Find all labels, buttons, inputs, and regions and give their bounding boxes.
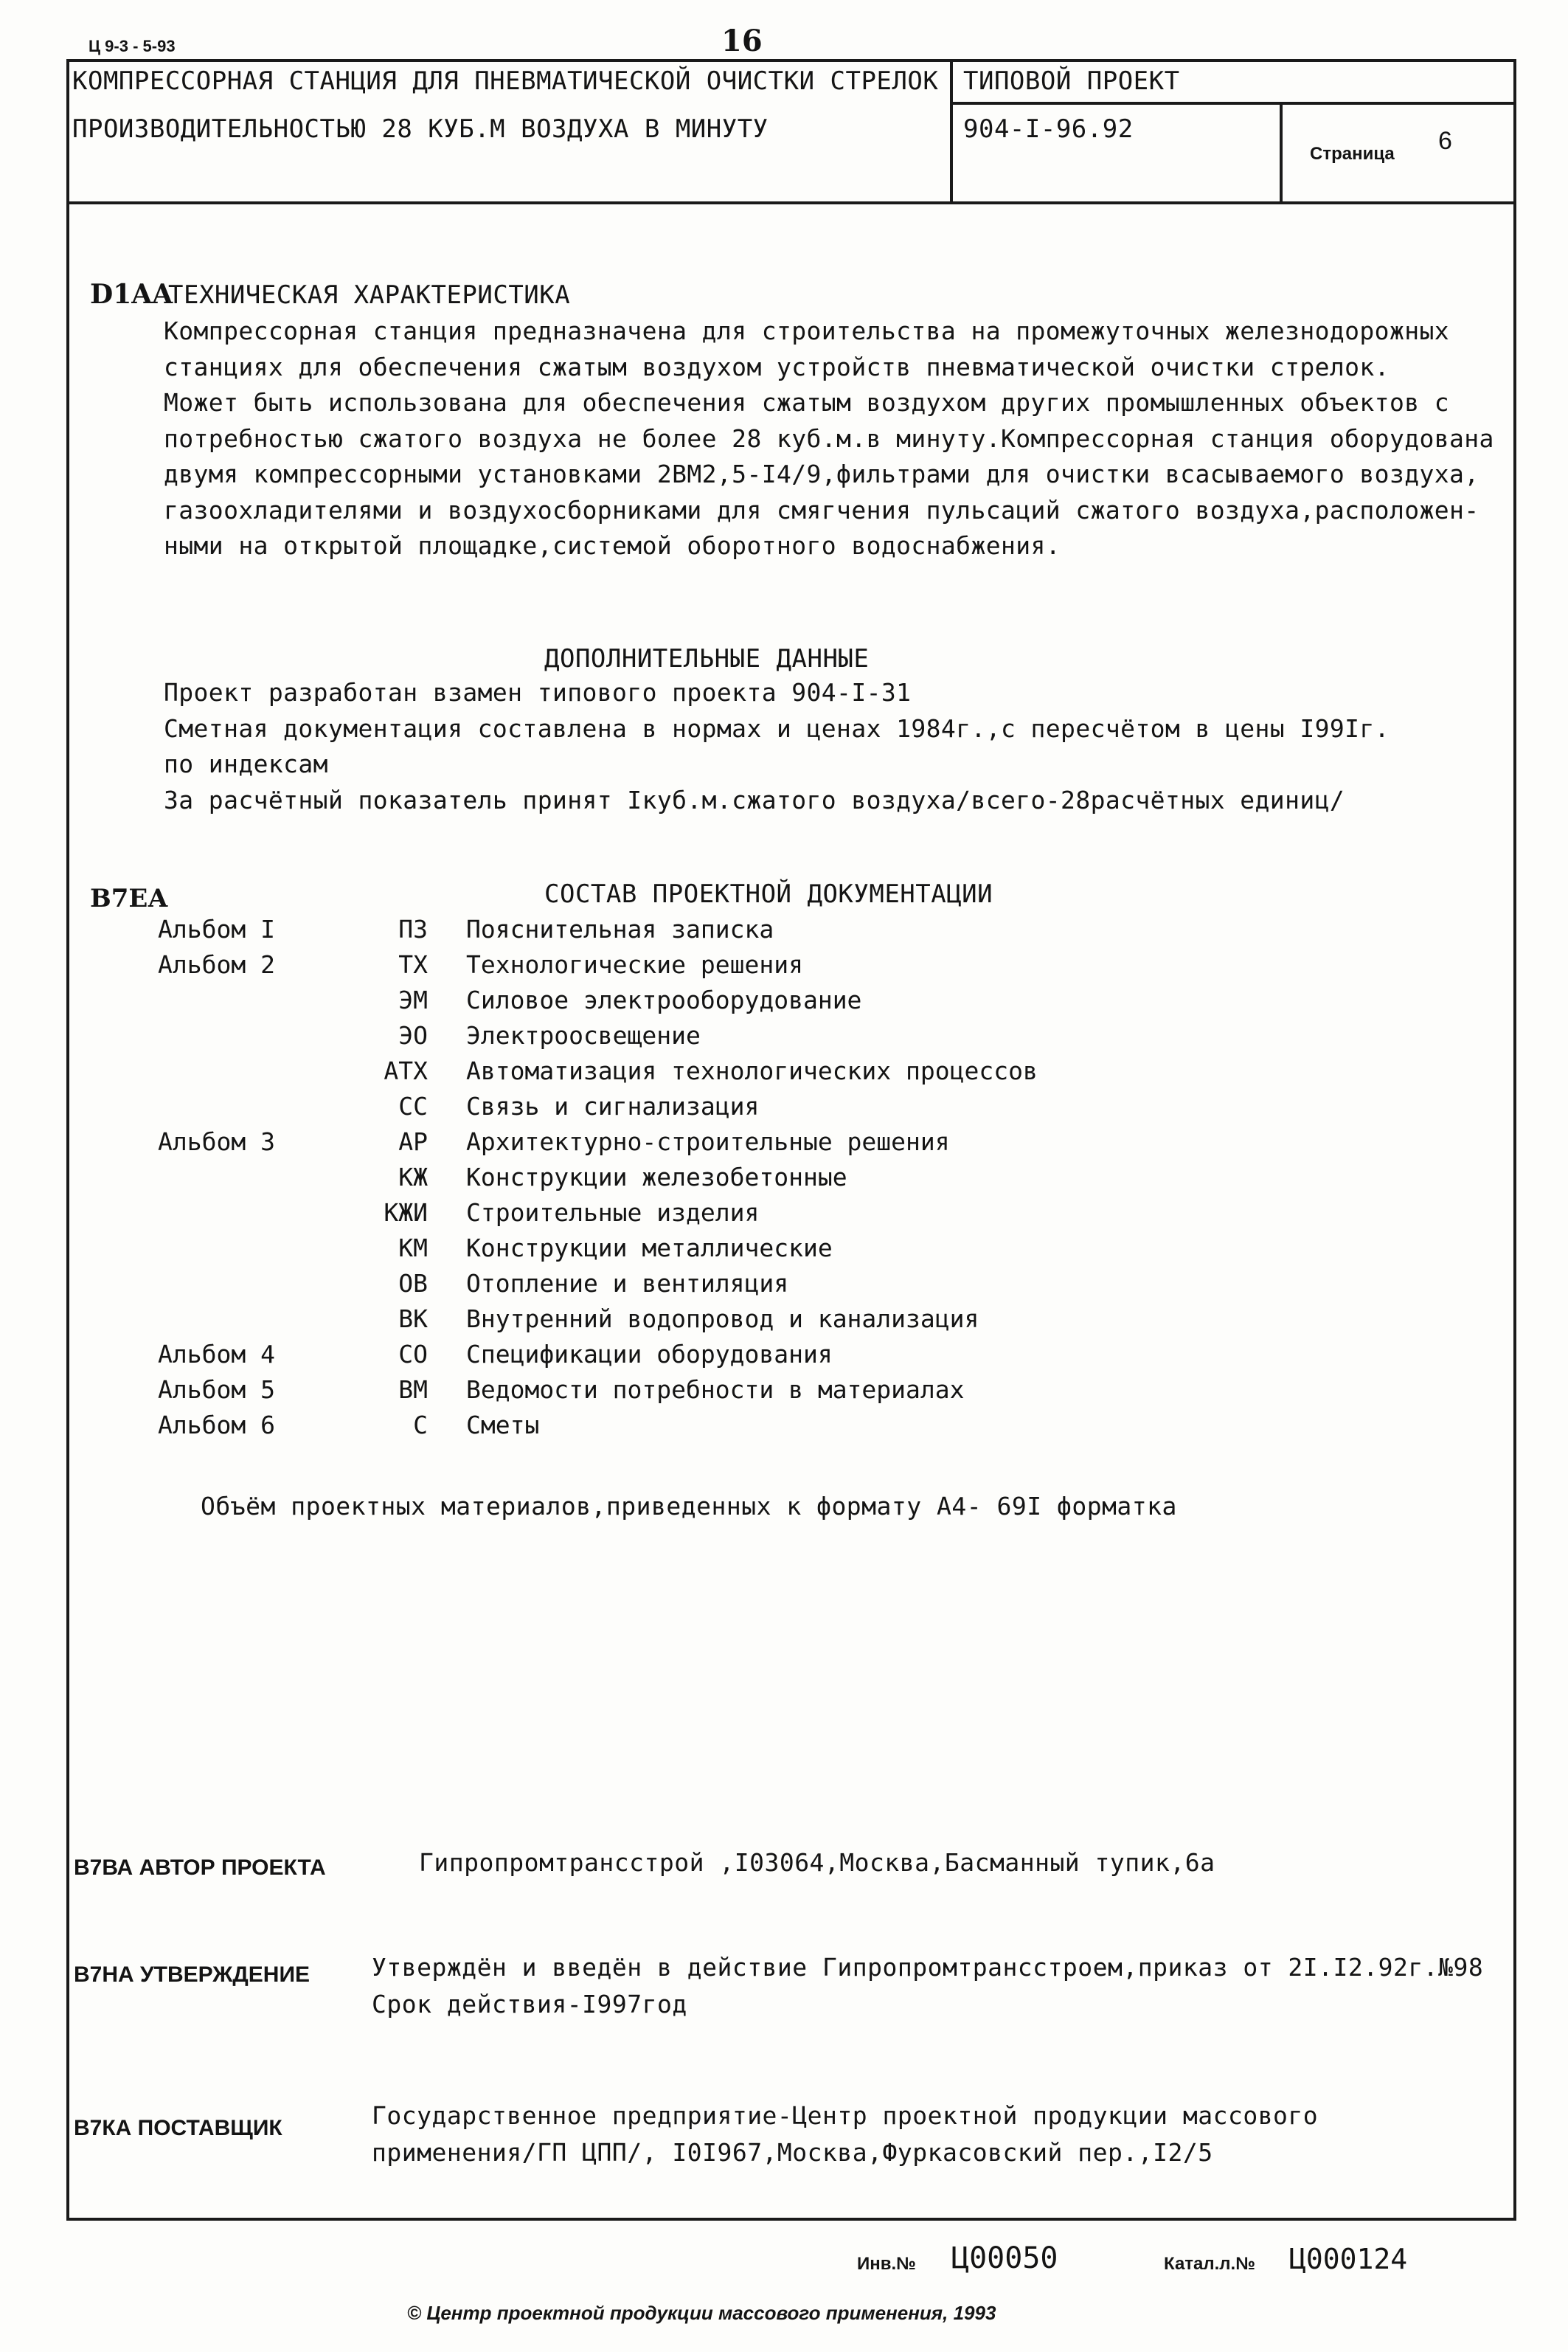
tech-code: D1AA xyxy=(90,279,173,310)
doc-name: Технологические решения xyxy=(466,950,803,979)
doc-code: ЭО xyxy=(398,1021,428,1050)
composition-list xyxy=(0,915,1568,1461)
project-number: 904-I-96.92 xyxy=(963,114,1134,144)
inventory-number: Ц00050 xyxy=(951,2241,1058,2275)
title-line-1: КОМПРЕССОРНАЯ СТАНЦИЯ ДЛЯ ПНЕВМАТИЧЕСКОЙ ОЧИСТКИ СТРЕЛОК xyxy=(72,66,939,96)
sheet-label: Страница xyxy=(1310,144,1395,164)
tech-line: станциях для обеспечения сжатым воздухом устройств пневматической очистки стрелок. xyxy=(164,352,1390,381)
sheet-divider xyxy=(1280,103,1283,204)
doc-code: КЖИ xyxy=(384,1198,428,1227)
document-code: Ц 9-3 - 5-93 xyxy=(89,37,176,55)
tech-line: Компрессорная станция предназначена для строительства на промежуточных железнодорожных xyxy=(164,317,1450,345)
composition-heading: СОСТАВ ПРОЕКТНОЙ ДОКУМЕНТАЦИИ xyxy=(544,879,993,909)
sheet-number: 6 xyxy=(1438,127,1452,155)
album: Альбом I xyxy=(158,915,275,944)
doc-name: Пояснительная записка xyxy=(466,915,774,944)
project-divider xyxy=(950,102,1516,105)
author-label: В7ВА АВТОР ПРОЕКТА xyxy=(74,1855,326,1880)
additional-paragraph xyxy=(164,675,1491,818)
album: Альбом 5 xyxy=(158,1375,275,1404)
doc-name: Внутренний водопровод и канализация xyxy=(466,1304,979,1333)
album: Альбом 4 xyxy=(158,1340,275,1369)
doc-name: Автоматизация технологических процессов xyxy=(466,1056,1038,1085)
doc-code: С xyxy=(413,1411,428,1439)
doc-code: КМ xyxy=(398,1234,428,1262)
doc-name: Электроосвещение xyxy=(466,1021,701,1050)
approval-line-2: Срок действия-I997год xyxy=(372,1990,687,2019)
supplier-label: В7КА ПОСТАВЩИК xyxy=(74,2116,282,2140)
doc-name: Ведомости потребности в материалах xyxy=(466,1375,965,1404)
tech-line: Может быть использована для обеспечения сжатым воздухом других промышленных объектов с xyxy=(164,388,1450,417)
tech-line: двумя компрессорными установками 2ВМ2,5-I4/9,фильтрами для очистки всасываемого воздуха, xyxy=(164,460,1479,488)
album: Альбом 2 xyxy=(158,950,275,979)
project-type: ТИПОВОЙ ПРОЕКТ xyxy=(963,66,1180,96)
supplier-line-1: Государственное предприятие-Центр проектной продукции массового xyxy=(372,2101,1319,2130)
doc-code: ОВ xyxy=(398,1269,428,1298)
title-divider xyxy=(950,59,953,204)
additional-line: по индексам xyxy=(164,750,328,778)
additional-line: Сметная документация составлена в нормах и ценах 1984г.,с пересчётом в цены I99Iг. xyxy=(164,713,1390,743)
doc-code: ЭМ xyxy=(398,986,428,1014)
album: Альбом 6 xyxy=(158,1411,275,1439)
doc-code: ПЗ xyxy=(398,915,428,944)
doc-code: КЖ xyxy=(398,1163,428,1191)
approval-line-1: Утверждён и введён в действие Гипропромтрансстроем,приказ от 2I.I2.92г.№98 xyxy=(372,1953,1484,1982)
doc-code: АТХ xyxy=(384,1056,428,1085)
doc-code: ТХ xyxy=(398,950,428,979)
supplier-line-2: применения/ГП ЦПП/, I0I967,Москва,Фуркасовский пер.,I2/5 xyxy=(372,2138,1213,2167)
copyright: © Центр проектной продукции массового применения, 1993 xyxy=(407,2302,996,2324)
doc-name: Строительные изделия xyxy=(466,1198,760,1227)
tech-paragraph xyxy=(164,314,1494,564)
doc-code: ВМ xyxy=(398,1375,428,1404)
doc-code: СС xyxy=(398,1092,428,1121)
author-text: Гипропромтрансстрой ,I03064,Москва,Басманный тупик,6а xyxy=(419,1848,1215,1877)
doc-name: Конструкции железобетонные xyxy=(466,1163,847,1191)
doc-code: ВК xyxy=(398,1304,428,1333)
doc-name: Архитектурно-строительные решения xyxy=(466,1127,950,1156)
composition-code: В7ЕА xyxy=(90,884,169,913)
tech-line: ными на открытой площадке,системой оборотного водоснабжения. xyxy=(164,531,1061,560)
catalog-label: Катал.л.№ xyxy=(1164,2254,1255,2274)
volume-note: Объём проектных материалов,приведенных к формату А4- 69I форматка xyxy=(201,1492,1177,1521)
doc-name: Конструкции металлические xyxy=(466,1234,833,1262)
additional-heading: ДОПОЛНИТЕЛЬНЫЕ ДАННЫЕ xyxy=(544,644,870,674)
additional-line: За расчётный показатель принят Iкуб.м.сжатого воздуха/всего-28расчётных единиц/ xyxy=(164,785,1345,814)
title-line-2: ПРОИЗВОДИТЕЛЬНОСТЬЮ 28 КУБ.М ВОЗДУХА В МИНУТУ xyxy=(72,114,769,144)
doc-name: Связь и сигнализация xyxy=(466,1092,760,1121)
doc-name: Отопление и вентиляция xyxy=(466,1269,789,1298)
doc-name: Силовое электрооборудование xyxy=(466,986,862,1014)
album: Альбом 3 xyxy=(158,1127,275,1156)
doc-name: Спецификации оборудования xyxy=(466,1340,833,1369)
doc-code: АР xyxy=(398,1127,428,1156)
additional-line: Проект разработан взамен типового проекта 904-I-31 xyxy=(164,678,912,707)
tech-line: потребностью сжатого воздуха не более 28 куб.м.в минуту.Компрессорная станция оборудована xyxy=(164,423,1494,453)
tech-heading: ТЕХНИЧЕСКАЯ ХАРАКТЕРИСТИКА xyxy=(168,280,571,310)
inventory-label: Инв.№ xyxy=(857,2254,916,2274)
page-number: 16 xyxy=(721,24,763,58)
catalog-number: Ц000124 xyxy=(1289,2243,1408,2275)
doc-name: Сметы xyxy=(466,1411,540,1439)
approval-label: В7НА УТВЕРЖДЕНИЕ xyxy=(74,1962,311,1987)
tech-line: газоохладителями и воздухосборниками для смягчения пульсаций сжатого воздуха,расположен- xyxy=(164,495,1479,525)
doc-code: СО xyxy=(398,1340,428,1369)
